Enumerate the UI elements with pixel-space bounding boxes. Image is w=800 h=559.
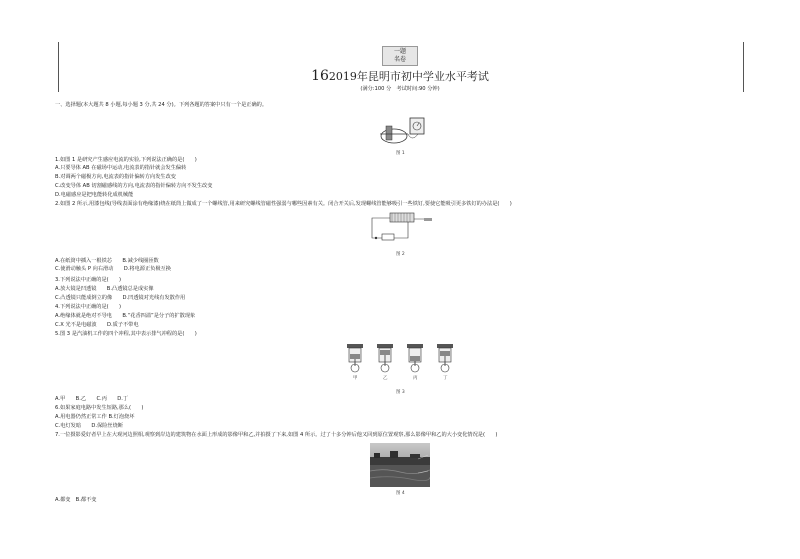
q2-options-ab: A.在纸筒中插入一根铁芯 B.减少线圈匝数: [55, 258, 159, 264]
q5-options: A.甲 B.乙 C.丙 D.丁: [55, 396, 129, 402]
section-heading: 一、选择题(本大题共 8 小题,每小题 3 分,共 24 分)。下列各题的答案中只有一个是正确的。: [55, 102, 268, 108]
figure-1-induction-apparatus: [374, 116, 426, 150]
q1-option-d: D.电磁感应是把电能转化成机械能: [55, 192, 134, 198]
badge-line-1: 一题: [393, 48, 406, 55]
q7-stem: 7.一位摄影爱好者早上在大观河边照相,观察到岸边的建筑物在水面上形成的影像甲和乙,并拍摄了下来,如图 4 所示。过了十多分钟后他又回到原位置观察,那么影像甲和乙的大小变化情况是( ): [55, 432, 498, 438]
q1-option-b: B.对调两个磁极方向,电流表的指针偏转方向发生改变: [55, 174, 176, 180]
engine-diagram-yi: [372, 342, 398, 374]
figure-1-caption: 图 1: [396, 151, 405, 156]
source-badge: [382, 46, 418, 66]
fig3-label-yi: 乙: [383, 376, 388, 381]
engine-diagram-jia: [342, 342, 368, 374]
q5-stem: 5.图 3 是汽油机工作的四个冲程,其中表示排气冲程的是( ): [55, 331, 197, 337]
title-number: 16: [311, 68, 329, 84]
q4-stem: 4.下列说法中正确的是( ): [55, 304, 122, 310]
fig3-label-jia: 甲: [353, 376, 358, 381]
q7-options-ab: A.都变 B.都不变: [55, 497, 97, 503]
figure-3-engine-strokes: [342, 342, 458, 384]
q3-options-ab: A.放大镜是凹透镜 B.凸透镜总是成实像: [55, 286, 154, 292]
q4-options-cd: C.X 光不是电磁波 D.质子不带电: [55, 322, 139, 328]
q3-stem: 3.下列说法中正确的是( ): [55, 277, 122, 283]
exam-info: (满分:100 分 考试时间:90 分钟): [360, 86, 440, 92]
fig3-label-ding: 丁: [443, 376, 448, 381]
figure-4-caption: 图 4: [396, 491, 405, 496]
title-text: 2019年昆明市初中学业水平考试: [328, 70, 489, 83]
page-title: [0, 68, 800, 84]
q3-options-cd: C.凸透镜只能成倒立的像 D.凹透镜对光线有发散作用: [55, 295, 186, 301]
badge-line-2: 名卷: [393, 56, 406, 63]
engine-diagram-ding: [432, 342, 458, 374]
fig3-label-bing: 丙: [413, 376, 418, 381]
q1-option-a: A.只要导体 AB 在磁场中运动,电流表的指针就会发生偏转: [55, 165, 187, 171]
q1-option-c: C.改变导体 AB 切割磁感线的方向,电流表的指针偏转方向不发生改变: [55, 183, 213, 189]
engine-diagram-bing: [402, 342, 428, 374]
q4-options-ab: A.绝缘体就是绝对不导电 B.“花香四溢”是分子的扩散现象: [55, 313, 196, 319]
figure-2-caption: 图 2: [396, 252, 405, 257]
figure-2-solenoid-circuit: [368, 210, 434, 244]
figure-4-photo: [370, 443, 430, 487]
q6-stem: 6.如果家庭电路中发生短路,那么( ): [55, 405, 144, 411]
q2-stem: 2.如图 2 所示,用漆包线(导线表面涂有绝缘漆)绕在纸筒上做成了一个螺线管,用来研究螺线管磁性强弱与哪些因素有关。闭合开关后,发现螺线管能够吸引一些铁钉,要使它能吸引更多铁钉的办法是( ): [55, 201, 512, 207]
q2-options-cd: C.使滑动触头 P 向右滑动 D.将电源正负极互换: [55, 266, 171, 272]
q6-options-ab: A.用电器仍然正常工作 B.灯泡烧坏: [55, 414, 135, 420]
figure-3-caption: 图 3: [396, 390, 405, 395]
q6-options-cd: C.电灯发暗 D.保险丝烧断: [55, 423, 123, 429]
q1-stem: 1.如图 1 是研究产生感应电流的实验,下列说法正确的是( ): [55, 157, 197, 163]
